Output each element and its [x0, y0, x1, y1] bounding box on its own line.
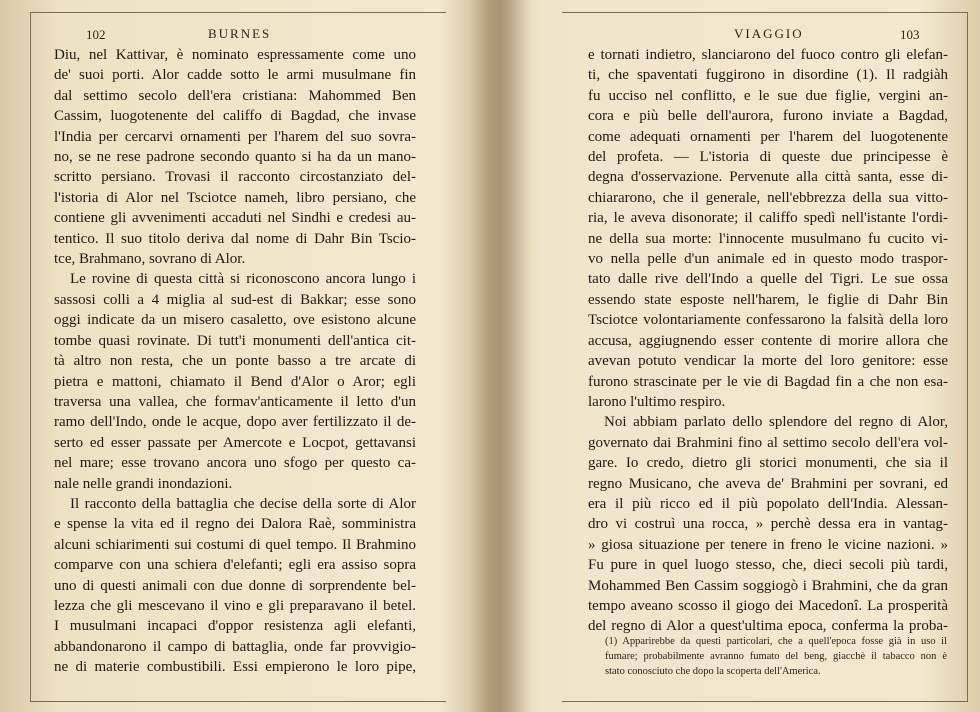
right-page [500, 0, 980, 712]
text-line: vo nella pelle d'un animale ed in questo modo traspor- [588, 251, 948, 268]
text-line: avevan potuto vendicar la morte del loro genitore: esse [588, 353, 948, 370]
text-line: era il più ricco ed il più popolato dell'India. Alessan- [588, 495, 948, 512]
text-line: de' suoi porti. Alor cadde sotto le armi musulmane fin [54, 67, 416, 84]
text-line: lezza che gli mescevano il vino e gli preparavano il betel. [54, 597, 416, 614]
text-line: tentico. Il suo titolo deriva dal nome di Dahr Bin Tscio- [54, 230, 416, 247]
text-line: dro vi costruì una rocca, » perchè dessa era in vantag- [588, 516, 948, 533]
text-line: come adequati ornamenti per l'harem del luogotenente [588, 128, 948, 145]
text-line: Le rovine di questa città si riconoscono ancora lungo i [70, 271, 416, 288]
text-line: governato dai Brahmini fino al settimo secolo dell'era vol- [588, 434, 948, 451]
text-line: Cassim, luogotenente del califfo di Bagdad, che invase [54, 108, 416, 125]
text-line: ramo dell'Indo, onde le acque, dopo aver fertilizzato il de- [54, 414, 416, 431]
text-line: comparve con una schiera d'elefanti; egli era assiso sopra [54, 557, 416, 574]
text-line: regno Musicano, che aveva de' Brahmini per sovrani, ed [588, 475, 948, 492]
text-line: tombe quasi rovinate. Di tutt'i monumenti dell'antica cit- [54, 332, 416, 349]
text-line: del profeta. — L'istoria di queste due principesse è [588, 149, 948, 166]
text-line: serto ed esser passate per Amercote e Locpot, gettavansi [54, 434, 416, 451]
text-line: I musulmani incapaci d'oppor resistenza agli elefanti, [54, 618, 416, 635]
text-line: essendo state esposte nell'harem, le figlie di Dahr Bin [588, 291, 948, 308]
text-line: alcuni schiarimenti sui costumi di quel tempo. Il Brahmino [54, 536, 416, 553]
text-line: cora e più belle dell'aurora, furono inviate a Bagdad, [588, 108, 948, 125]
text-line: accusa, aggiugnendo esser contente di morire allora che [588, 332, 948, 349]
text-line: tà altro non resta, che un ponte basso a tre arcate di [54, 353, 416, 370]
text-line: fu ucciso nel conflitto, e le sue due figlie, vergini an- [588, 87, 948, 104]
text-line: Tsciotce volontariamente confessarono la falsità della loro [588, 312, 948, 329]
text-line: del regno di Alor a quest'ultima epoca, conferma la proba- [588, 618, 948, 635]
text-line: tempo aveano scosso il giogo dei Macedonî. La prosperità [588, 597, 948, 614]
text-line: ne della sua morte: l'innocente musulmano fu cucito vi- [588, 230, 948, 247]
text-line: Diu, nel Kattivar, è nominato espressamente come uno [54, 47, 416, 63]
text-line: larono l'ultimo respiro. [588, 393, 726, 410]
text-line: Il racconto della battaglia che decise della sorte di Alor [70, 495, 416, 512]
text-line: no, se ne rese padrone secondo quanto si ha da un mano- [54, 149, 416, 166]
text-line: uno di questi animali con due donne di sorprendente bel- [54, 577, 416, 594]
text-line: nel mare; esse trovano ancora uno sfogo per questo ca- [54, 455, 416, 472]
running-head: VIAGGIO [734, 26, 804, 41]
text-line: traversa una vallea, che formav'anticamente il letto d'un [54, 393, 416, 410]
text-line: e tornati indietro, slanciarono del fuoco contro gli elefan- [588, 47, 948, 63]
text-line: dal settimo secolo dell'era cristiana: Mahommed Ben [54, 87, 416, 104]
text-line: nale nelle grandi inondazioni. [54, 475, 233, 492]
text-line: furono strascinate per le vie di Bagdad fin a che non esa- [588, 373, 948, 390]
page-number: 102 [86, 27, 106, 42]
running-head: BURNES [208, 26, 272, 41]
text-line: ria, le aveva disonorate; il califfo spedì nell'istante l'ordi- [588, 210, 948, 227]
text-line: l'India per cercarvi ornamenti per l'harem del suo sovra- [54, 128, 416, 145]
text-line: oggi indicate da un misero casaletto, ove esistono alcune [54, 312, 416, 329]
page-body-text [588, 45, 948, 637]
text-line: tce, Brahmano, sovrano di Alor. [54, 251, 246, 268]
footnote [605, 634, 947, 679]
text-line: chiararono, che il generale, nell'ebbrezza della sua vitto- [588, 189, 948, 206]
text-line: » giosa situazione per tenere in freno le vicine nazioni. » [588, 536, 948, 553]
text-line: gare. Io credo, dietro gli storici monumenti, che sia il [588, 455, 948, 472]
text-line: pietra e mattoni, chiamato il Bend d'Alor o Aror; egli [54, 373, 416, 390]
text-line: stato conosciuto che dopo la scoperta dell'America. [605, 666, 821, 677]
text-line: sassosi colli a 4 miglia al sud-est di Bakkar; esse sono [54, 291, 416, 308]
text-line: l'istoria di Alor nel Tsciotce nameh, libro persiano, che [54, 189, 416, 206]
text-line: degna d'osservazione. Pervenute alla città santa, esse di- [588, 169, 948, 186]
text-line: ti, che spaventati fuggirono in disordine (1). Il radgiàh [588, 67, 948, 84]
text-line: Mohammed Ben Cassim soggiogò i Brahmini, che da gran [588, 577, 948, 594]
text-line: scritto persiano. Trovasi il racconto circostanziato del- [54, 169, 416, 186]
text-line: Fu pure in quel luogo stesso, che, dieci secoli più tardi, [588, 557, 948, 574]
text-line: (1) Apparirebbe da questi particolari, che a quell'epoca fosse già in uso il [605, 636, 947, 647]
text-line: abbandonarono il campo di battaglia, onde far provvigio- [54, 638, 416, 655]
page-body-text [54, 45, 416, 678]
text-line: tato dalle rive dell'Indo a quelle del Tigri. Le sue ossa [588, 271, 948, 288]
text-line: contiene gli avvenimenti accaduti nel Sindhi e credesi au- [54, 210, 416, 227]
text-line: e spense la vita ed il regno dei Dalora Raè, somministra [54, 516, 416, 533]
text-line: ne di materie combustibili. Essi empierono le loro pipe, [54, 659, 416, 676]
text-line: Noi abbiam parlato dello splendore del regno di Alor, [604, 414, 948, 431]
page-number: 103 [900, 27, 920, 42]
text-line: fumare; probabilmente avranno fumato del beng, giacchè il tabacco non è [605, 651, 947, 662]
